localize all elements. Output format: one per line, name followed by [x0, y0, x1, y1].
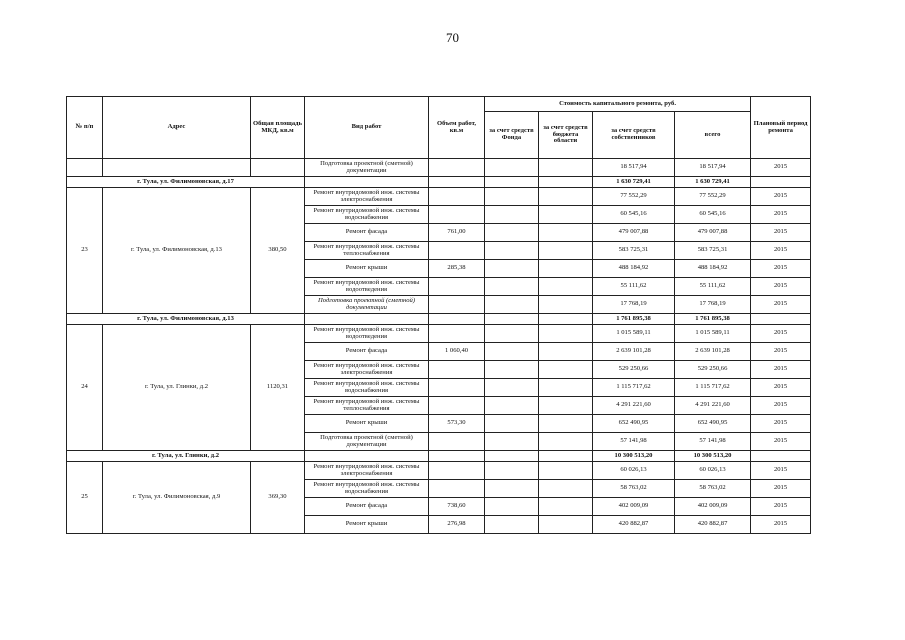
- work-cell: Ремонт внутридомовой инж. системы водоотведения: [305, 325, 429, 343]
- work-cell: Ремонт внутридомовой инж. системы водоснабжения: [305, 480, 429, 498]
- owners-cell: 77 552,29: [593, 188, 675, 206]
- total-cell: 488 184,92: [675, 260, 751, 278]
- owners-cell: 55 111,62: [593, 278, 675, 296]
- period-cell: 2015: [751, 480, 811, 498]
- work-cell: Подготовка проектной (сметной) документации: [305, 159, 429, 177]
- subtotal-owners: 1 761 895,38: [593, 314, 675, 325]
- period-cell: 2015: [751, 462, 811, 480]
- header-volume: Объем работ, кв.м: [429, 97, 485, 159]
- volume-cell: 738,60: [429, 498, 485, 516]
- object-area: 369,30: [251, 462, 305, 534]
- header-total: всего: [675, 112, 751, 159]
- total-cell: 55 111,62: [675, 278, 751, 296]
- owners-cell: 18 517,94: [593, 159, 675, 177]
- work-cell: Ремонт крыши: [305, 260, 429, 278]
- period-cell: 2015: [751, 397, 811, 415]
- volume-cell: 285,38: [429, 260, 485, 278]
- volume-cell: [429, 296, 485, 314]
- subtotal-total: 1 630 729,41: [675, 177, 751, 188]
- total-cell: 2 639 101,28: [675, 343, 751, 361]
- period-cell: 2015: [751, 278, 811, 296]
- table-row: [67, 188, 811, 206]
- work-cell: Ремонт внутридомовой инж. системы теплоснабжения: [305, 242, 429, 260]
- total-cell: 4 291 221,60: [675, 397, 751, 415]
- volume-cell: [429, 325, 485, 343]
- object-area: 380,50: [251, 188, 305, 314]
- work-cell: Ремонт внутридомовой инж. системы водоснабжения: [305, 206, 429, 224]
- work-cell: Ремонт фасада: [305, 224, 429, 242]
- table-row: [67, 159, 811, 177]
- page-number: 70: [446, 30, 459, 45]
- owners-cell: 420 882,87: [593, 516, 675, 534]
- owners-cell: 17 768,19: [593, 296, 675, 314]
- total-cell: 60 026,13: [675, 462, 751, 480]
- period-cell: 2015: [751, 159, 811, 177]
- total-cell: 420 882,87: [675, 516, 751, 534]
- period-cell: 2015: [751, 206, 811, 224]
- header-budget: за счет средств бюджета области: [539, 112, 593, 159]
- work-cell: Ремонт крыши: [305, 415, 429, 433]
- total-cell: 17 768,19: [675, 296, 751, 314]
- capital-repair-table: [66, 96, 811, 534]
- subtotal-total: 10 300 513,20: [675, 451, 751, 462]
- volume-cell: [429, 206, 485, 224]
- period-cell: 2015: [751, 433, 811, 451]
- work-cell: Подготовка проектной (сметной) документации: [305, 433, 429, 451]
- object-area: 1120,31: [251, 325, 305, 451]
- total-cell: 57 141,98: [675, 433, 751, 451]
- header-no: № п/п: [67, 97, 103, 159]
- total-cell: 583 725,31: [675, 242, 751, 260]
- object-number: 23: [67, 188, 103, 314]
- work-cell: Подготовка проектной (сметной) документации: [305, 296, 429, 314]
- total-cell: 60 545,16: [675, 206, 751, 224]
- object-address: г. Тула, ул. Филимоновская, д.9: [103, 462, 251, 534]
- subtotal-label: г. Тула, ул. Филимоновская, д.17: [67, 177, 305, 188]
- header-owners: за счет средств собственников: [593, 112, 675, 159]
- owners-cell: 1 015 589,11: [593, 325, 675, 343]
- period-cell: 2015: [751, 498, 811, 516]
- total-cell: 1 115 717,62: [675, 379, 751, 397]
- volume-cell: [429, 433, 485, 451]
- header-area: Общая площадь МКД, кв.м: [251, 97, 305, 159]
- total-cell: 479 007,88: [675, 224, 751, 242]
- period-cell: 2015: [751, 296, 811, 314]
- period-cell: 2015: [751, 361, 811, 379]
- work-cell: Ремонт внутридомовой инж. системы теплоснабжения: [305, 397, 429, 415]
- period-cell: 2015: [751, 343, 811, 361]
- owners-cell: 402 009,09: [593, 498, 675, 516]
- period-cell: 2015: [751, 516, 811, 534]
- object-address: г. Тула, ул. Филимоновская, д.13: [103, 188, 251, 314]
- owners-cell: 1 115 717,62: [593, 379, 675, 397]
- work-cell: Ремонт крыши: [305, 516, 429, 534]
- owners-cell: 529 250,66: [593, 361, 675, 379]
- volume-cell: 1 060,40: [429, 343, 485, 361]
- owners-cell: 2 639 101,28: [593, 343, 675, 361]
- header-cost-group: Стоимость капитального ремонта, руб.: [485, 97, 751, 112]
- work-cell: Ремонт внутридомовой инж. системы электроснабжения: [305, 462, 429, 480]
- subtotal-owners: 10 300 513,20: [593, 451, 675, 462]
- period-cell: 2015: [751, 325, 811, 343]
- period-cell: 2015: [751, 188, 811, 206]
- work-cell: Ремонт фасада: [305, 498, 429, 516]
- volume-cell: [429, 278, 485, 296]
- period-cell: 2015: [751, 260, 811, 278]
- work-cell: Ремонт внутридомовой инж. системы водоснабжения: [305, 379, 429, 397]
- total-cell: 402 009,09: [675, 498, 751, 516]
- table-row: [67, 462, 811, 480]
- owners-cell: 652 490,95: [593, 415, 675, 433]
- volume-cell: 761,00: [429, 224, 485, 242]
- header-fund: за счет средств Фонда: [485, 112, 539, 159]
- total-cell: 529 250,66: [675, 361, 751, 379]
- owners-cell: 479 007,88: [593, 224, 675, 242]
- volume-cell: [429, 397, 485, 415]
- object-address: г. Тула, ул. Глинки, д.2: [103, 325, 251, 451]
- owners-cell: 583 725,31: [593, 242, 675, 260]
- header-period: Плановый период ремонта: [751, 97, 811, 159]
- subtotal-label: г. Тула, ул. Филимоновская, д.13: [67, 314, 305, 325]
- volume-cell: [429, 462, 485, 480]
- table-row: [67, 325, 811, 343]
- subtotal-total: 1 761 895,38: [675, 314, 751, 325]
- volume-cell: [429, 361, 485, 379]
- work-cell: Ремонт внутридомовой инж. системы электроснабжения: [305, 361, 429, 379]
- period-cell: 2015: [751, 415, 811, 433]
- volume-cell: [429, 379, 485, 397]
- owners-cell: 57 141,98: [593, 433, 675, 451]
- volume-cell: 573,30: [429, 415, 485, 433]
- period-cell: 2015: [751, 224, 811, 242]
- subtotal-row: [67, 177, 811, 188]
- header-work-type: Вид работ: [305, 97, 429, 159]
- total-cell: 1 015 589,11: [675, 325, 751, 343]
- object-number: 25: [67, 462, 103, 534]
- total-cell: 77 552,29: [675, 188, 751, 206]
- owners-cell: 60 026,13: [593, 462, 675, 480]
- owners-cell: 58 763,02: [593, 480, 675, 498]
- owners-cell: 60 545,16: [593, 206, 675, 224]
- subtotal-label: г. Тула, ул. Глинки, д.2: [67, 451, 305, 462]
- owners-cell: 4 291 221,60: [593, 397, 675, 415]
- total-cell: 18 517,94: [675, 159, 751, 177]
- volume-cell: [429, 480, 485, 498]
- owners-cell: 488 184,92: [593, 260, 675, 278]
- subtotal-row: [67, 314, 811, 325]
- header-address: Адрес: [103, 97, 251, 159]
- period-cell: 2015: [751, 242, 811, 260]
- work-cell: Ремонт внутридомовой инж. системы электроснабжения: [305, 188, 429, 206]
- volume-cell: [429, 242, 485, 260]
- volume-cell: 276,98: [429, 516, 485, 534]
- total-cell: 58 763,02: [675, 480, 751, 498]
- work-cell: Ремонт фасада: [305, 343, 429, 361]
- object-number: 24: [67, 325, 103, 451]
- period-cell: 2015: [751, 379, 811, 397]
- subtotal-owners: 1 630 729,41: [593, 177, 675, 188]
- total-cell: 652 490,95: [675, 415, 751, 433]
- work-cell: Ремонт внутридомовой инж. системы водоотведения: [305, 278, 429, 296]
- volume-cell: [429, 188, 485, 206]
- subtotal-row: [67, 451, 811, 462]
